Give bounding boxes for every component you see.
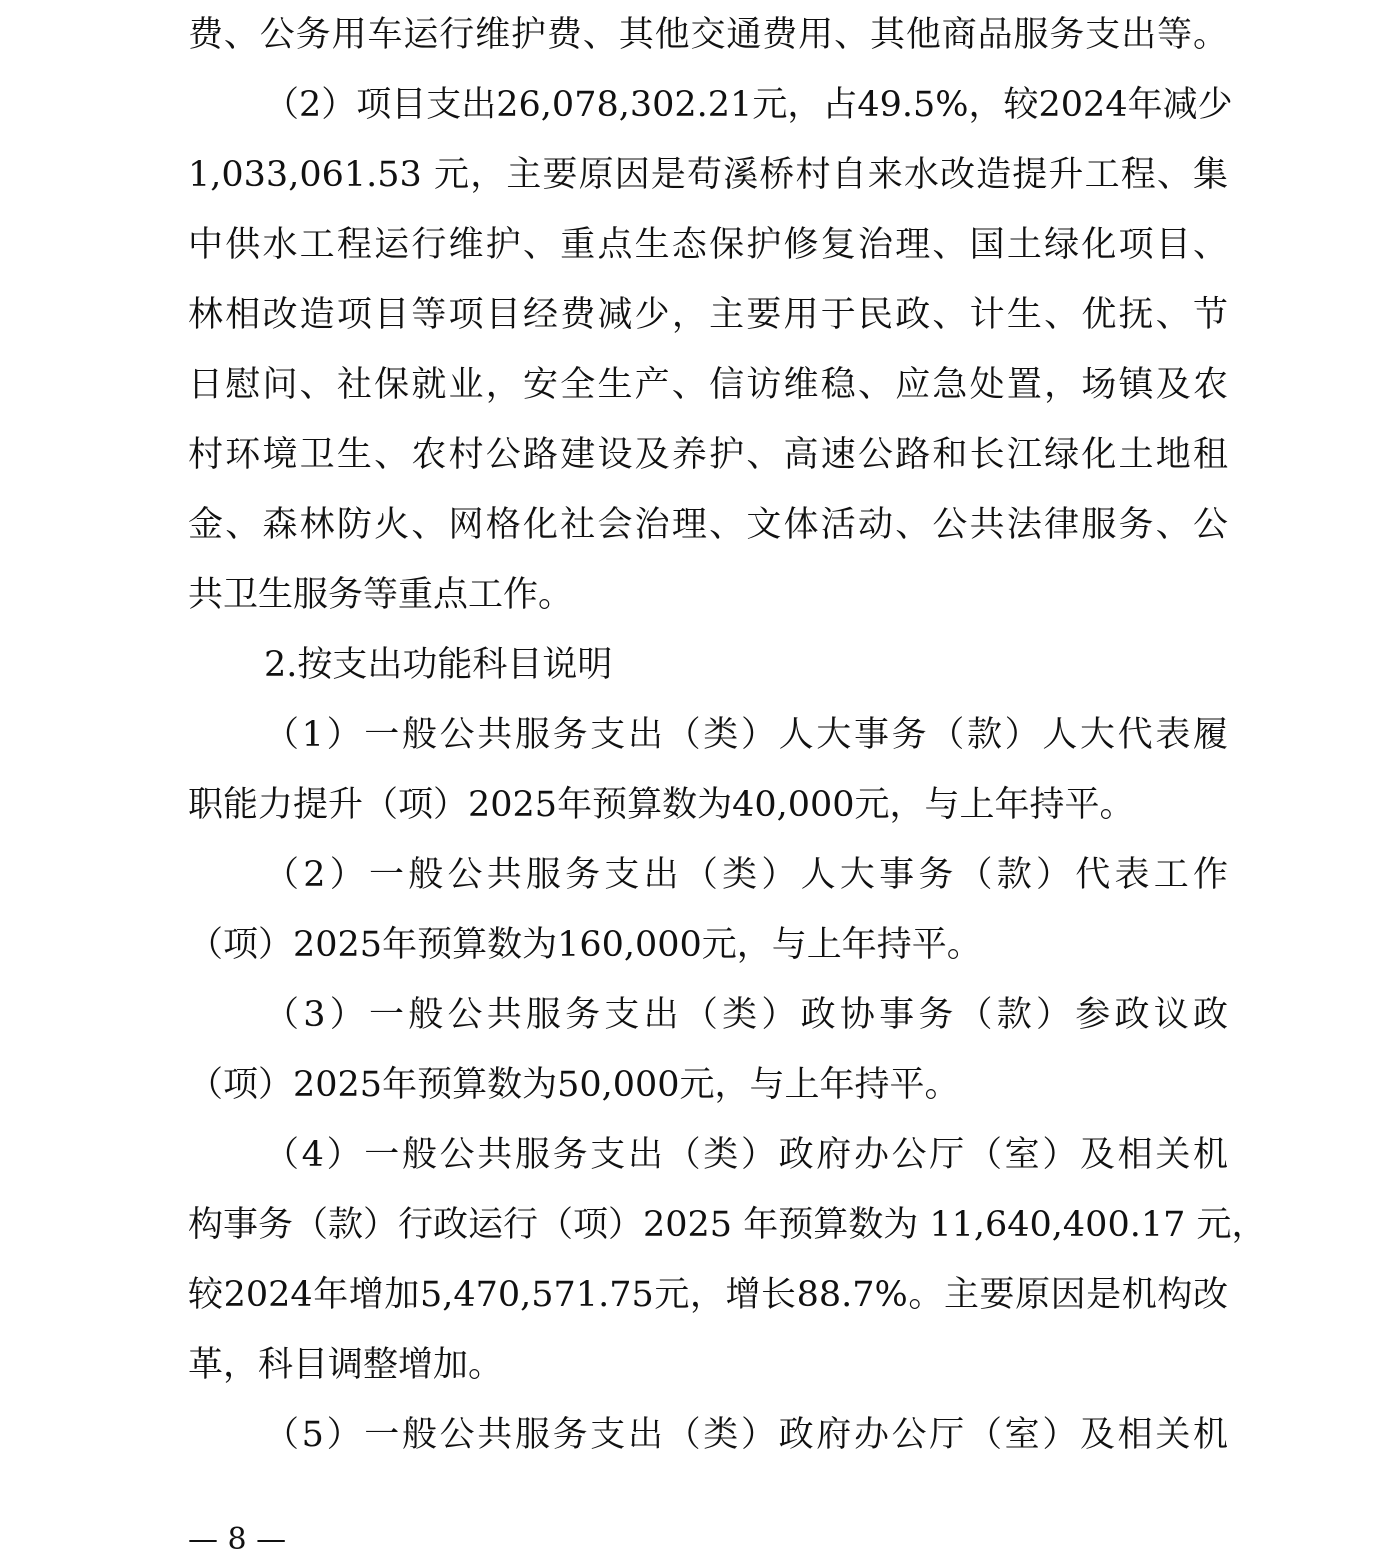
paragraph-line: 1,033,061.53 元，主要原因是苟溪桥村自来水改造提升工程、集: [188, 155, 1228, 195]
paragraph-line: 日慰问、社保就业，安全生产、信访维稳、应急处置，场镇及农: [188, 365, 1228, 405]
paragraph-line: （项）2025年预算数为160,000元，与上年持平。: [188, 925, 982, 965]
paragraph-line: 村环境卫生、农村公路建设及养护、高速公路和长江绿化土地租: [188, 435, 1228, 475]
paragraph-line: 林相改造项目等项目经费减少，主要用于民政、计生、优抚、节: [188, 295, 1228, 335]
paragraph-line: 较2024年增加5,470,571.75元，增长88.7%。主要原因是机构改: [188, 1275, 1228, 1315]
paragraph-line: （1）一般公共服务支出（类）人大事务（款）人大代表履: [264, 715, 1228, 755]
paragraph-line: （项）2025年预算数为50,000元，与上年持平。: [188, 1065, 960, 1105]
paragraph-line: （2）项目支出26,078,302.21元，占49.5%，较2024年减少: [264, 85, 1233, 125]
paragraph-line: （5）一般公共服务支出（类）政府办公厅（室）及相关机: [264, 1415, 1228, 1455]
paragraph-line: （3）一般公共服务支出（类）政协事务（款）参政议政: [264, 995, 1228, 1035]
page-number: — 8 —: [188, 1522, 287, 1557]
paragraph-line: 中供水工程运行维护、重点生态保护修复治理、国土绿化项目、: [188, 225, 1228, 265]
paragraph-line: 金、森林防火、网格化社会治理、文体活动、公共法律服务、公: [188, 505, 1228, 545]
paragraph-line: （4）一般公共服务支出（类）政府办公厅（室）及相关机: [264, 1135, 1228, 1175]
paragraph-line: 职能力提升（项）2025年预算数为40,000元，与上年持平。: [188, 785, 1135, 825]
paragraph-line: 革，科目调整增加。: [188, 1345, 504, 1385]
paragraph-line: 费、公务用车运行维护费、其他交通费用、其他商品服务支出等。: [188, 15, 1228, 55]
paragraph-line: （2）一般公共服务支出（类）人大事务（款）代表工作: [264, 855, 1228, 895]
section-heading: 2.按支出功能科目说明: [264, 645, 613, 685]
paragraph-line: 共卫生服务等重点工作。: [188, 575, 574, 615]
paragraph-line: 构事务（款）行政运行（项）2025 年预算数为 11,640,400.17 元，: [188, 1205, 1267, 1245]
